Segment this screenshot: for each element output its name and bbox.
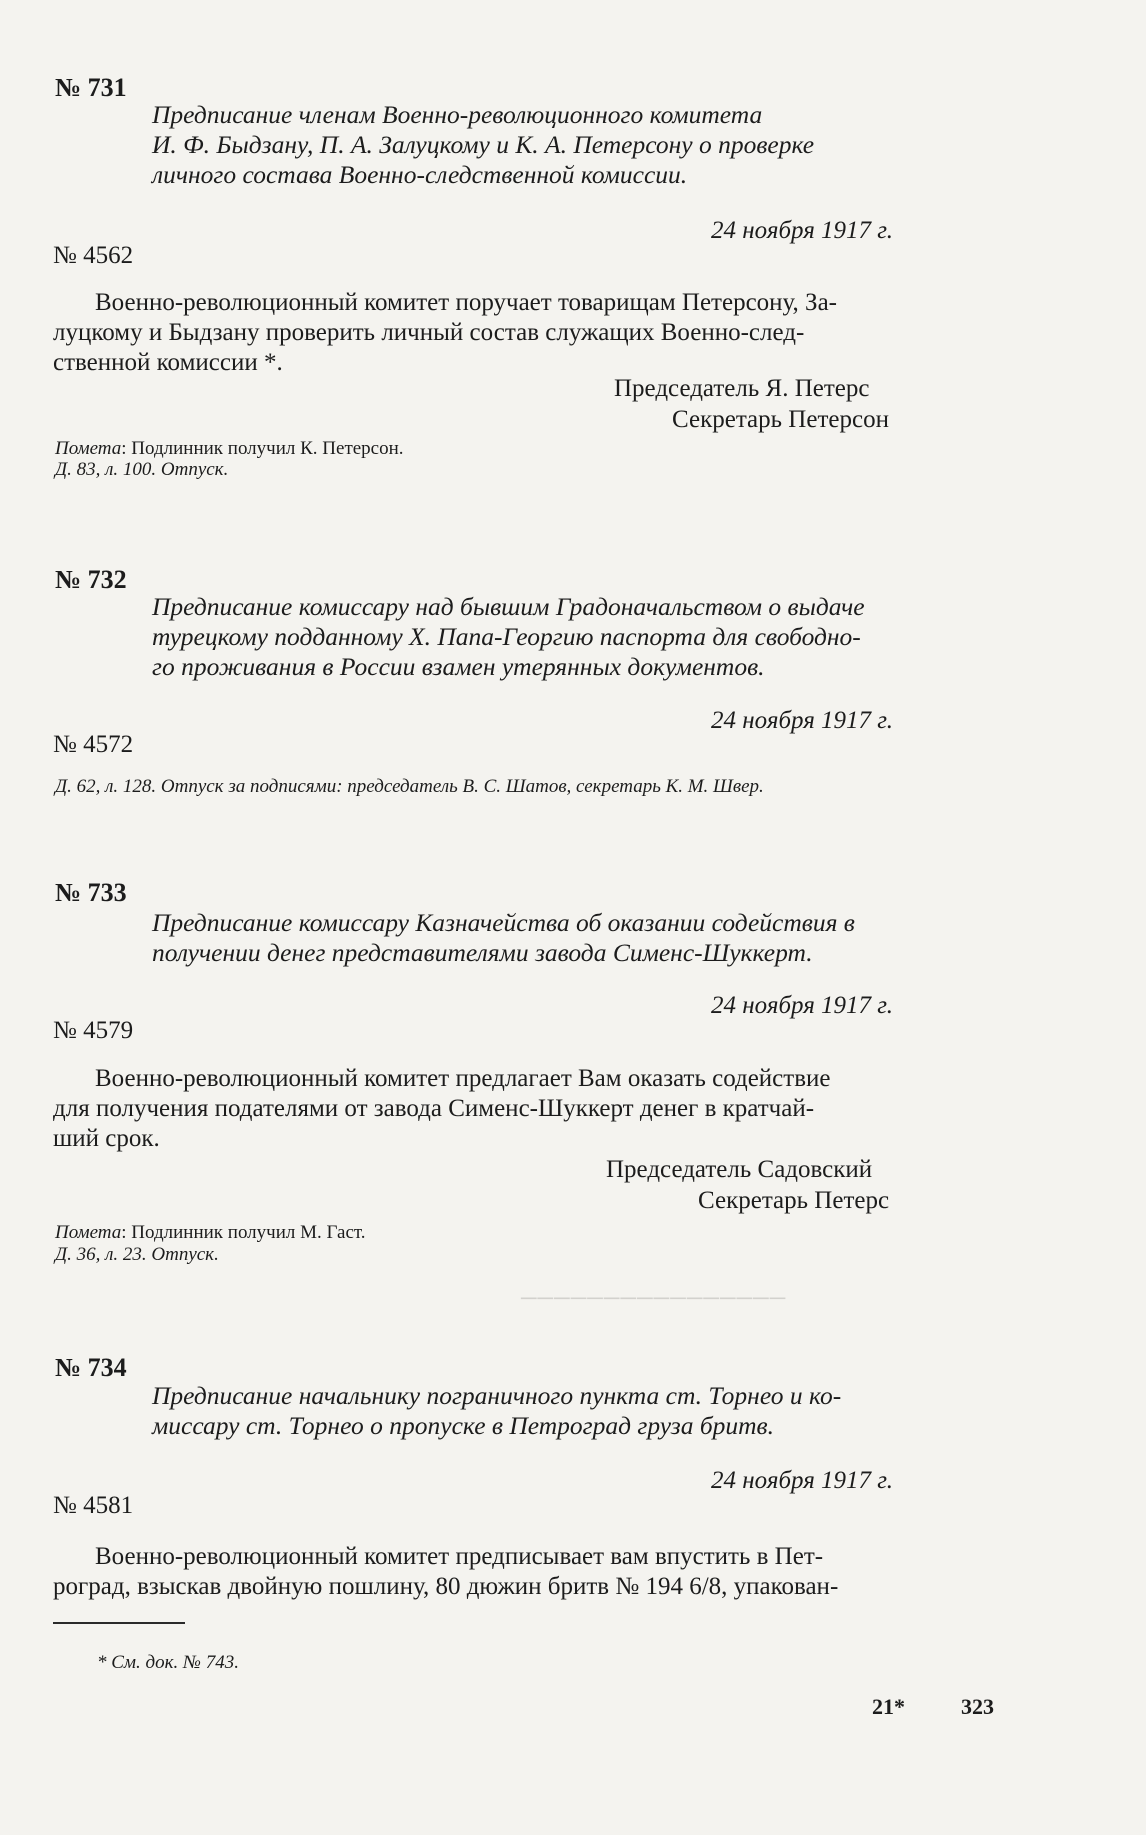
document-number: № 731 [55,73,127,102]
document-date: 24 ноября 1917 г. [711,1467,893,1494]
archive-note: Помета: Подлинник получил М. Гаст. [55,1222,366,1243]
archive-reference: Д. 36, л. 23. Отпуск. [55,1244,219,1265]
registration-number: № 4581 [53,1492,134,1519]
document-number: № 732 [55,565,127,594]
archive-reference: Д. 83, л. 100. Отпуск. [55,459,229,480]
document-title-line: го проживания в России взамен утерянных документов. [152,652,765,681]
body-line: ший срок. [53,1125,160,1152]
signature-secretary: Секретарь Петерс [698,1187,890,1214]
body-line: роград, взыскав двойную пошлину, 80 дюжин бритв № 194 6/8, упакован- [53,1573,839,1600]
body-line: для получения подателями от завода Сименс-Шуккерт денег в кратчай- [53,1095,815,1122]
printer-signature-mark: 21* [872,1694,905,1719]
document-title-line: получении денег представителями завода Сименс-Шуккерт. [152,938,813,967]
registration-number: № 4572 [53,731,134,758]
registration-number: № 4562 [53,242,134,269]
document-date: 24 ноября 1917 г. [711,217,893,244]
document-number: № 733 [55,878,127,907]
document-title-line: турецкому подданному Х. Папа-Георгию паспорта для свободно- [152,622,861,651]
document-title-line: Предписание комиссару Казначейства об оказании содействия в [152,908,855,937]
document-number: № 734 [55,1353,127,1382]
signature-secretary: Секретарь Петерсон [672,406,889,433]
body-line: Военно-революционный комитет предписывает вам впустить в Пет- [95,1543,824,1570]
body-line: луцкому и Быдзану проверить личный состав служащих Военно-след- [53,319,805,346]
body-line: Военно-революционный комитет поручает товарищам Петерсону, За- [95,289,837,316]
document-date: 24 ноября 1917 г. [711,707,893,734]
signature-chairman: Председатель Я. Петерс [614,375,870,402]
document-title-line: Предписание комиссару над бывшим Градоначальством о выдаче [152,592,865,621]
footnote-divider [53,1622,185,1624]
archive-reference: Д. 62, л. 128. Отпуск за подписями: председатель В. С. Шатов, секретарь К. М. Швер. [55,776,764,797]
page-number: 323 [961,1694,994,1719]
document-date: 24 ноября 1917 г. [711,992,893,1019]
registration-number: № 4579 [53,1017,134,1044]
archive-note: Помета: Подлинник получил К. Петерсон. [55,438,404,459]
document-title-line: миссару ст. Торнео о пропуске в Петроград груза бритв. [152,1411,774,1440]
bleed-through-decoration: ──────────────── [520,1285,786,1310]
document-title-line: Предписание начальнику пограничного пункта ст. Торнео и ко- [152,1381,842,1410]
document-title-line: Предписание членам Военно-революционного комитета [152,100,763,129]
footnote: * См. док. № 743. [97,1652,239,1673]
body-line: Военно-революционный комитет предлагает Вам оказать содействие [95,1065,831,1092]
signature-chairman: Председатель Садовский [606,1156,873,1183]
document-title-line: личного состава Военно-следственной комиссии. [152,160,688,189]
body-line: ственной комиссии *. [53,349,283,376]
document-title-line: И. Ф. Быдзану, П. А. Залуцкому и К. А. Петерсону о проверке [152,130,815,159]
